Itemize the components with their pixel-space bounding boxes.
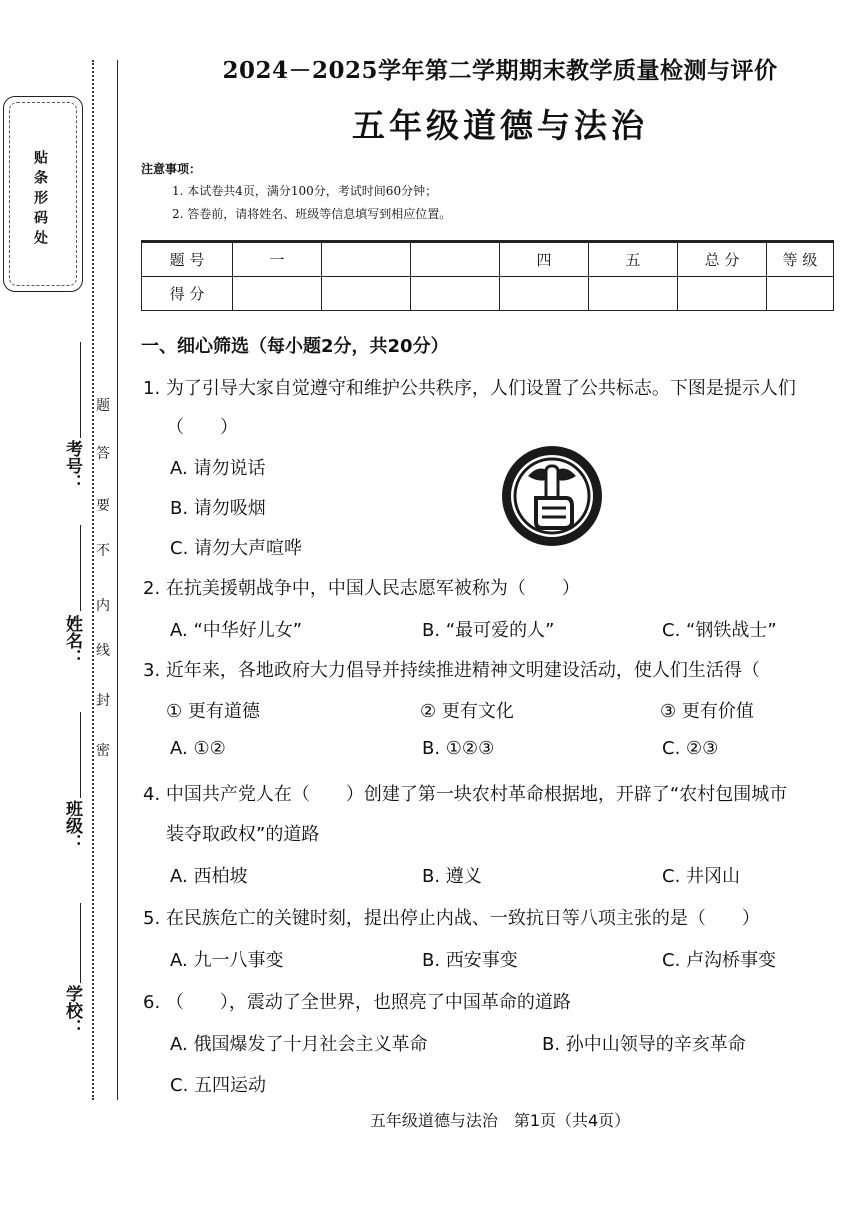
- quiet-sign-icon: [500, 444, 604, 548]
- seal-char: 内: [96, 598, 110, 614]
- barcode-label: 贴条形码处: [32, 150, 48, 250]
- seal-char: 答: [96, 446, 110, 462]
- option-b[interactable]: B. 遵义: [422, 866, 482, 887]
- seal-char: 线: [96, 643, 110, 659]
- option-a[interactable]: A. 西柏坡: [170, 866, 248, 887]
- seal-char: 封: [96, 693, 110, 709]
- table-cell: 总 分: [678, 242, 767, 277]
- table-cell: 等 级: [767, 242, 834, 277]
- question-5-text: 5. 在民族危亡的关键时刻，提出停止内战、一致抗日等八项主张的是（ ）: [143, 908, 760, 929]
- question-3-text: 3. 近年来，各地政府大力倡导并持续推进精神文明建设活动，使人们生活得（: [143, 660, 760, 681]
- name-label: 姓名：: [62, 615, 82, 666]
- question-1-text: 1. 为了引导大家自觉遵守和维护公共秩序，人们设置了公共标志。下图是提示人们: [143, 378, 796, 399]
- question-1-blank[interactable]: （ ）: [166, 417, 238, 438]
- question-4-text-cont: 装夺取政权”的道路: [166, 824, 320, 845]
- question-6-text: 6. （ ），震动了全世界，也照亮了中国革命的道路: [143, 992, 571, 1013]
- table-cell: 一: [233, 242, 322, 277]
- option-c[interactable]: C. 请勿大声喧哗: [170, 538, 303, 559]
- seal-char: 题: [96, 398, 110, 414]
- cut-line: [92, 60, 94, 1100]
- table-cell: 题 号: [142, 242, 233, 277]
- seal-char: 不: [96, 543, 110, 559]
- page-border-line: [117, 60, 118, 1100]
- school-field[interactable]: [80, 903, 81, 983]
- score-cell[interactable]: [411, 277, 500, 311]
- name-field[interactable]: [80, 525, 81, 611]
- table-cell: 五: [589, 242, 678, 277]
- score-cell[interactable]: [678, 277, 767, 311]
- option-c[interactable]: C. 五四运动: [170, 1075, 267, 1096]
- exam-number-label: 考号：: [62, 440, 82, 491]
- sub-option: ① 更有道德: [166, 701, 260, 722]
- option-a[interactable]: A. 俄国爆发了十月社会主义革命: [170, 1034, 428, 1055]
- sub-option: ② 更有文化: [420, 701, 514, 722]
- note-item: 2. 答卷前，请将姓名、班级等信息填写到相应位置。: [172, 207, 452, 221]
- score-table-header-row: [142, 242, 834, 277]
- option-a[interactable]: A. ①②: [170, 738, 226, 759]
- score-cell[interactable]: [500, 277, 589, 311]
- table-cell: 得 分: [142, 277, 233, 311]
- option-b[interactable]: B. 请勿吸烟: [170, 498, 266, 519]
- score-table-score-row: [142, 277, 834, 311]
- option-c[interactable]: C. 卢沟桥事变: [662, 950, 777, 971]
- sub-option: ③ 更有价值: [660, 701, 754, 722]
- option-c[interactable]: C. 井冈山: [662, 866, 741, 887]
- table-cell: 四: [500, 242, 589, 277]
- score-cell[interactable]: [322, 277, 411, 311]
- seal-char: 要: [96, 498, 110, 514]
- class-label: 班级：: [62, 800, 82, 851]
- question-2-text: 2. 在抗美援朝战争中，中国人民志愿军被称为（ ）: [143, 578, 580, 599]
- school-label: 学校：: [62, 985, 82, 1036]
- score-cell[interactable]: [233, 277, 322, 311]
- option-b[interactable]: B. ①②③: [422, 738, 495, 759]
- option-b[interactable]: B. “最可爱的人”: [422, 620, 555, 641]
- question-4-text: 4. 中国共产党人在（ ）创建了第一块农村革命根据地，开辟了“农村包围城市: [143, 784, 788, 805]
- score-table: [141, 240, 834, 311]
- score-cell[interactable]: [589, 277, 678, 311]
- page-footer: 五年级道德与法治 第1页（共4页）: [369, 1111, 631, 1130]
- class-field[interactable]: [80, 712, 81, 798]
- option-c[interactable]: C. ②③: [662, 738, 719, 759]
- section-heading: 一、细心筛选（每小题2分，共20分）: [141, 336, 449, 357]
- option-b[interactable]: B. 孙中山领导的辛亥革命: [542, 1034, 746, 1055]
- option-a[interactable]: A. 请勿说话: [170, 458, 266, 479]
- seal-char: 密: [96, 743, 110, 759]
- table-cell: [411, 242, 500, 277]
- option-b[interactable]: B. 西安事变: [422, 950, 518, 971]
- option-c[interactable]: C. “钢铁战士”: [662, 620, 777, 641]
- exam-title: 2024－2025学年第二学期期末教学质量检测与评价: [222, 57, 778, 84]
- notes-title: 注意事项：: [141, 162, 202, 176]
- table-cell: [322, 242, 411, 277]
- option-a[interactable]: A. “中华好儿女”: [170, 620, 303, 641]
- option-a[interactable]: A. 九一八事变: [170, 950, 284, 971]
- subject-title: 五年级道德与法治: [352, 106, 648, 145]
- score-cell[interactable]: [767, 277, 834, 311]
- exam-number-field[interactable]: [80, 342, 81, 438]
- note-item: 1. 本试卷共4页，满分100分，考试时间60分钟；: [172, 184, 438, 198]
